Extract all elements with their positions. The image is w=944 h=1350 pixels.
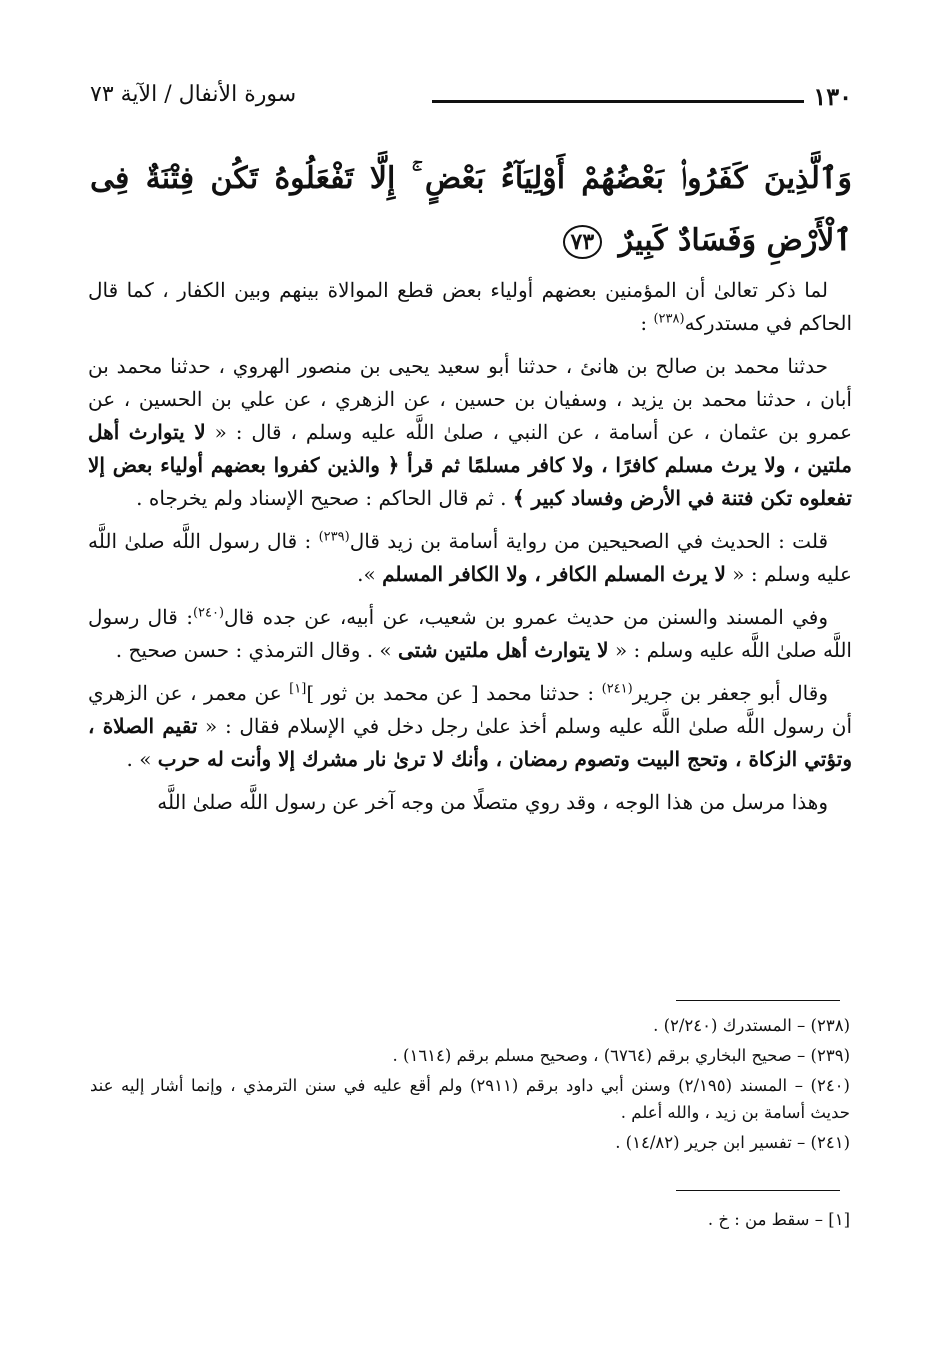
paragraph-text: وفي المسند والسنن من حديث عمرو بن شعيب، عن أبيه، عن جده قال — [224, 605, 829, 629]
footnote-ref: (٢٣٨) — [653, 311, 685, 327]
verse-number-marker: ٧٣ — [563, 225, 603, 259]
paragraph-text: : حدثنا محمد [ عن محمد بن ثور ] — [306, 681, 602, 705]
verse-text: وَٱلَّذِينَ كَفَرُوا۟ بَعْضُهُمْ أَوْلِيَآءُ بَعْضٍ ۚ إِلَّا تَفْعَلُوهُ تَكُن فِتْنَةٌ فِى ٱلْأَرْضِ وَفَسَادٌ كَبِيرٌ — [90, 161, 852, 258]
paragraph-text: » . — [126, 747, 158, 771]
paragraph-sahihayn — [88, 525, 852, 591]
running-title: سورة الأنفال / الآية ٧٣ — [90, 82, 297, 107]
hadith-quote: لا يرث المسلم الكافر ، ولا الكافر المسلم — [382, 562, 726, 586]
paragraph-ibn-jarir — [88, 677, 852, 776]
page-number: ١٣٠ — [813, 82, 852, 111]
paragraph-text: حدثنا محمد بن صالح بن هانئ ، حدثنا أبو سعيد يحيى بن منصور الهروي ، حدثنا محمد بن أبان ، حدثنا محمد بن يزيد ، وسفيان بن حسين ، عن الزهري ، عن علي بن الحسين ، عن عمرو بن عثمان ، عن أسامة ، عن النبي ، صلىٰ اللَّه عليه وسلم ، قال : « — [88, 354, 852, 444]
paragraph-hakim-hadith — [88, 350, 852, 515]
paragraph-text: : — [640, 311, 654, 335]
paragraph-text: عن معمر ، عن الزهري أن رسول اللَّه صلىٰ اللَّه عليه وسلم أخذ علىٰ رجل دخل في الإسلام فقال : « — [88, 681, 852, 738]
page-header — [90, 82, 852, 118]
footnote: (٢٣٩) – صحيح البخاري برقم (٦٧٦٤) ، وصحيح مسلم برقم (١٦١٤) . — [392, 1046, 850, 1065]
footnotes — [90, 1012, 850, 1159]
paragraph-mursal — [88, 786, 852, 819]
paragraph-text: قلت : الحديث في الصحيحين من رواية أسامة بن زيد قال — [349, 529, 828, 553]
editorial-separator — [676, 1190, 840, 1191]
hadith-quote: تقيم الصلاة ، وتؤتي الزكاة ، وتحج البيت وتصوم رمضان ، وأنك لا ترىٰ نار مشرك إلا وأنت له حرب — [88, 714, 852, 771]
footnote: (٢٤١) – تفسير ابن جرير (١٤/٨٢) . — [615, 1133, 850, 1152]
paragraph-text: وهذا مرسل من هذا الوجه ، وقد روي متصلًا من وجه آخر عن رسول اللَّه صلىٰ اللَّه — [157, 790, 828, 814]
paragraph-text: لما ذكر تعالىٰ أن المؤمنين بعضهم أولياء بعض قطع الموالاة بينهم وبين الكفار ، كما قال الحاكم في مستدركه — [88, 278, 852, 335]
editorial-ref: [١] — [289, 681, 307, 697]
paragraph-text: ». — [357, 562, 383, 586]
header-rule — [432, 100, 804, 103]
paragraph-intro — [88, 274, 852, 340]
paragraph-musnad — [88, 601, 852, 667]
paragraph-text: وقال أبو جعفر بن جرير — [632, 681, 828, 705]
editorial-note: [١] – سقط من : خ . — [707, 1210, 850, 1229]
commentary-body — [88, 274, 852, 829]
footnote-ref: (٢٤٠) — [192, 605, 225, 621]
footnote-separator — [676, 1000, 840, 1001]
footnote: (٢٣٨) – المستدرك (٢/٢٤٠) . — [653, 1016, 850, 1035]
footnote-ref: (٢٣٩) — [318, 529, 350, 545]
paragraph-text: » . وقال الترمذي : حسن صحيح . — [115, 638, 399, 662]
quran-verse — [90, 148, 852, 272]
paragraph-text: . ثم قال الحاكم : صحيح الإسناد ولم يخرجاه . — [136, 486, 513, 510]
hadith-quote: لا يتوارث أهل ملتين ، ولا يرث مسلم كافرًا ، ولا كافر مسلمًا ثم قرأ ﴿ والذين كفروا بعضهم أولياء بعض إلا تفعلوه تكن فتنة في الأرض وفساد كبير ﴾ — [88, 420, 852, 510]
footnote-ref: (٢٤١) — [601, 681, 633, 697]
footnote: (٢٤٠) – المسند (٢/١٩٥) وسنن أبي داود برقم (٢٩١١) ولم أقع عليه في سنن الترمذي ، وإنما أشار إليه عند حديث أسامة بن زيد ، والله أعلم . — [90, 1076, 850, 1122]
hadith-quote: لا يتوارث أهل ملتين شتى — [398, 638, 609, 662]
paragraph-text: : قال رسول اللَّه صلىٰ اللَّه عليه وسلم : « — [88, 605, 852, 662]
paragraph-text: : قال رسول اللَّه صلىٰ اللَّه عليه وسلم : « — [88, 529, 852, 586]
